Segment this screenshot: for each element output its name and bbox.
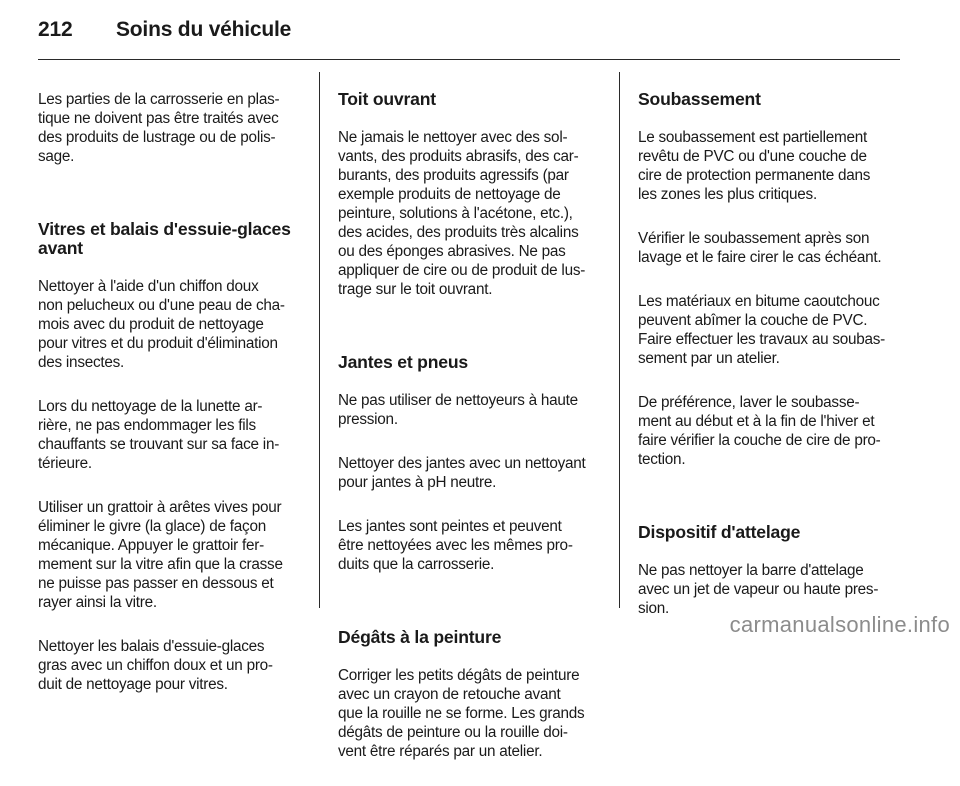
column-divider-2: [619, 72, 620, 608]
header-rule: [38, 59, 900, 60]
spacer: [338, 324, 604, 334]
wheels-paragraph-3: Les jantes sont peintes et peuvent être nettoyées avec les mêmes pro- duits que la carrosserie.: [338, 518, 573, 573]
column-divider-1: [319, 72, 320, 608]
towing-paragraph-1: Ne pas nettoyer la barre d'attelage avec un jet de vapeur ou haute pres- sion.: [638, 562, 879, 617]
heading-roof: Toit ouvrant: [338, 89, 436, 109]
heading-wipers: Vitres et balais d'essuie-glaces avant: [38, 219, 291, 258]
wipers-paragraph-1: Nettoyer à l'aide d'un chiffon doux non pelucheux ou d'une peau de cha- mois avec du produit de nettoyage pour vitres et du produit d'élimination des insectes.: [38, 278, 285, 371]
roof-paragraph-1: Ne jamais le nettoyer avec des sol- vants, des produits abrasifs, des car- burants, des produits agressifs (par exemple produits de nettoyage de peinture, solutions à l'acétone, etc.), des acides, des produits très alcalins ou des éponges abrasives. Ne pas appliquer de cire ou de produit de lus- trage sur le toit ouvrant.: [338, 129, 586, 298]
watermark: carmanualsonline.info: [729, 612, 950, 637]
wipers-paragraph-3: Utiliser un grattoir à arêtes vives pour éliminer le givre (la glace) de façon mécanique. Appuyer le grattoir fer- mement sur la vitre afin que la crasse ne puisse pas passer en dessous et rayer ainsi la vitre.: [38, 499, 283, 611]
heading-wheels: Jantes et pneus: [338, 352, 468, 372]
heading-underbody: Soubassement: [638, 89, 761, 109]
section-title: Soins du véhicule: [116, 18, 292, 41]
heading-towing: Dispositif d'attelage: [638, 522, 801, 542]
underbody-paragraph-1: Le soubassement est partiellement revêtu de PVC ou d'une couche de cire de protection permanente dans les zones les plus critiques.: [638, 129, 871, 203]
column-right: [638, 71, 902, 643]
wipers-paragraph-4: Nettoyer les balais d'essuie-glaces gras avec un chiffon doux et un pro- duit de nettoyage pour vitres.: [38, 638, 273, 693]
paint-paragraph-1: Corriger les petits dégâts de peinture avec un crayon de retouche avant que la rouille ne se forme. Les grands dégâts de peinture ou la rouille doi- vent être réparés par un atelier.: [338, 667, 585, 760]
intro-paragraph: Les parties de la carrosserie en plas- tique ne doivent pas être traités avec des produits de lustrage ou de polis- sage.: [38, 91, 280, 165]
wipers-paragraph-2: Lors du nettoyage de la lunette ar- rière, ne pas endommager les fils chauffants se trouvant sur sa face in- térieure.: [38, 398, 280, 472]
heading-paint: Dégâts à la peinture: [338, 627, 502, 647]
spacer: [38, 191, 305, 201]
page-number: 212: [38, 18, 73, 41]
wheels-paragraph-2: Nettoyer des jantes avec un nettoyant pour jantes à pH neutre.: [338, 455, 586, 491]
underbody-paragraph-3: Les matériaux en bitume caoutchouc peuvent abîmer la couche de PVC. Faire effectuer les travaux au soubas- sement par un atelier.: [638, 293, 885, 367]
underbody-paragraph-4: De préférence, laver le soubasse- ment au début et à la fin de l'hiver et faire vérifier la couche de cire de pro- tection.: [638, 394, 881, 468]
spacer: [638, 494, 902, 504]
underbody-paragraph-2: Vérifier le soubassement après son lavage et le faire cirer le cas échéant.: [638, 230, 882, 266]
spacer: [338, 599, 604, 609]
column-middle: [338, 71, 604, 786]
wheels-paragraph-1: Ne pas utiliser de nettoyeurs à haute pression.: [338, 392, 578, 428]
page-header: [38, 18, 900, 48]
column-left: [38, 71, 305, 719]
